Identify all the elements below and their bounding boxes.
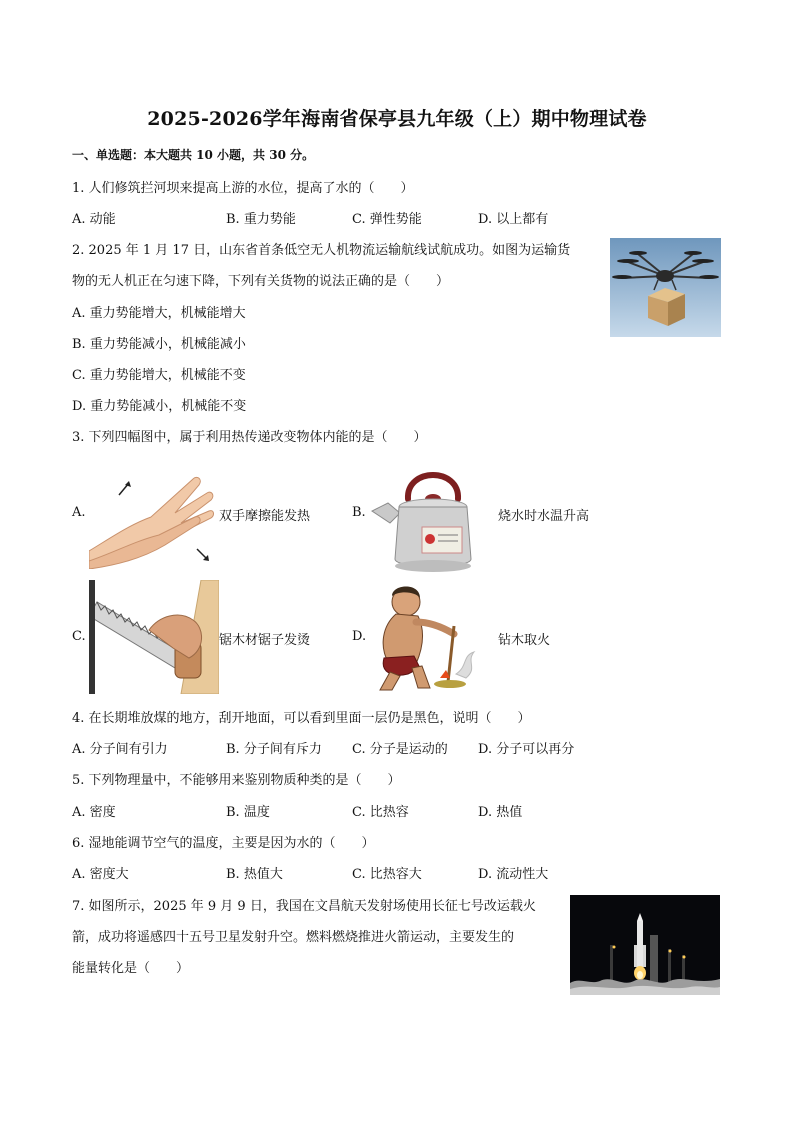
sawing-wood-figure [89, 580, 219, 694]
question-3-option-a-text: 双手摩擦能发热 [219, 509, 311, 524]
option-c: C. 比热容 [352, 805, 409, 820]
rubbing-hands-figure [89, 465, 214, 569]
question-3-option-d-text: 钻木取火 [498, 633, 551, 648]
question-2-option-a: A. 重力势能增大，机械能增大 [72, 306, 246, 321]
question-2-option-c: C. 重力势能增大，机械能不变 [72, 368, 246, 383]
question-7-stem-line1: 7. 如图所示，2025 年 9 月 9 日，我国在文昌航天发射场使用长征七号改运载火 [72, 899, 536, 914]
question-4-options [72, 738, 592, 758]
question-7-stem-line2: 箭，成功将遥感四十五号卫星发射升空。燃料燃烧推进火箭运动，主要发生的 [72, 930, 515, 945]
question-2-stem-line2: 物的无人机正在匀速下降，下列有关货物的说法正确的是（ ） [72, 274, 450, 289]
section-heading: 一、单选题：本大题共 10 小题，共 30 分。 [72, 148, 315, 162]
hands-icon [89, 465, 214, 569]
option-c: C. 比热容大 [352, 867, 422, 882]
drone-figure [610, 238, 721, 337]
question-6-stem: 6. 湿地能调节空气的温度，主要是因为水的（ ） [72, 836, 375, 851]
option-a: A. 密度 [72, 805, 116, 820]
question-7-stem-line3: 能量转化是（ ） [72, 961, 190, 976]
question-5-stem: 5. 下列物理量中，不能够用来鉴别物质种类的是（ ） [72, 773, 401, 788]
kettle-icon [370, 459, 493, 579]
option-b: B. 温度 [226, 805, 270, 820]
question-3-option-a-letter: A. [72, 505, 86, 520]
question-3-option-d-letter: D. [352, 629, 367, 644]
option-a: A. 动能 [72, 212, 116, 227]
question-3-option-b-text: 烧水时水温升高 [498, 509, 590, 524]
question-2-option-b: B. 重力势能减小，机械能减小 [72, 337, 246, 352]
question-5-options [72, 801, 592, 821]
option-d: D. 分子可以再分 [478, 742, 575, 757]
question-1-stem: 1. 人们修筑拦河坝来提高上游的水位，提高了水的（ ） [72, 181, 414, 196]
option-b: B. 重力势能 [226, 212, 296, 227]
option-b: B. 热值大 [226, 867, 283, 882]
question-3-option-b-letter: B. [352, 505, 366, 520]
option-c: C. 分子是运动的 [352, 742, 448, 757]
saw-icon [89, 580, 219, 694]
option-d: D. 以上都有 [478, 212, 549, 227]
option-b: B. 分子间有斥力 [226, 742, 322, 757]
drone-icon [610, 238, 721, 337]
option-c: C. 弹性势能 [352, 212, 422, 227]
question-6-options [72, 863, 592, 883]
rocket-launch-figure [570, 895, 720, 995]
question-3-option-c-letter: C. [72, 629, 86, 644]
question-2-stem-line1: 2. 2025 年 1 月 17 日，山东省首条低空无人机物流运输航线试航成功。如图为运输货 [72, 243, 571, 258]
option-d: D. 热值 [478, 805, 523, 820]
option-a: A. 分子间有引力 [72, 742, 168, 757]
question-3-option-c-text: 锯木材锯子发烫 [219, 633, 311, 648]
kettle-figure [370, 459, 493, 579]
fire-drilling-icon [370, 578, 482, 694]
question-3-stem: 3. 下列四幅图中，属于利用热传递改变物体内能的是（ ） [72, 430, 427, 445]
question-4-stem: 4. 在长期堆放煤的地方，刮开地面，可以看到里面一层仍是黑色，说明（ ） [72, 711, 531, 726]
option-d: D. 流动性大 [478, 867, 549, 882]
rocket-icon [570, 895, 720, 995]
option-a: A. 密度大 [72, 867, 129, 882]
question-2-option-d: D. 重力势能减小，机械能不变 [72, 399, 247, 414]
fire-drilling-figure [370, 578, 482, 694]
question-1-options [72, 208, 592, 228]
page-title: 2025-2026学年海南省保亭县九年级（上）期中物理试卷 [147, 108, 647, 130]
